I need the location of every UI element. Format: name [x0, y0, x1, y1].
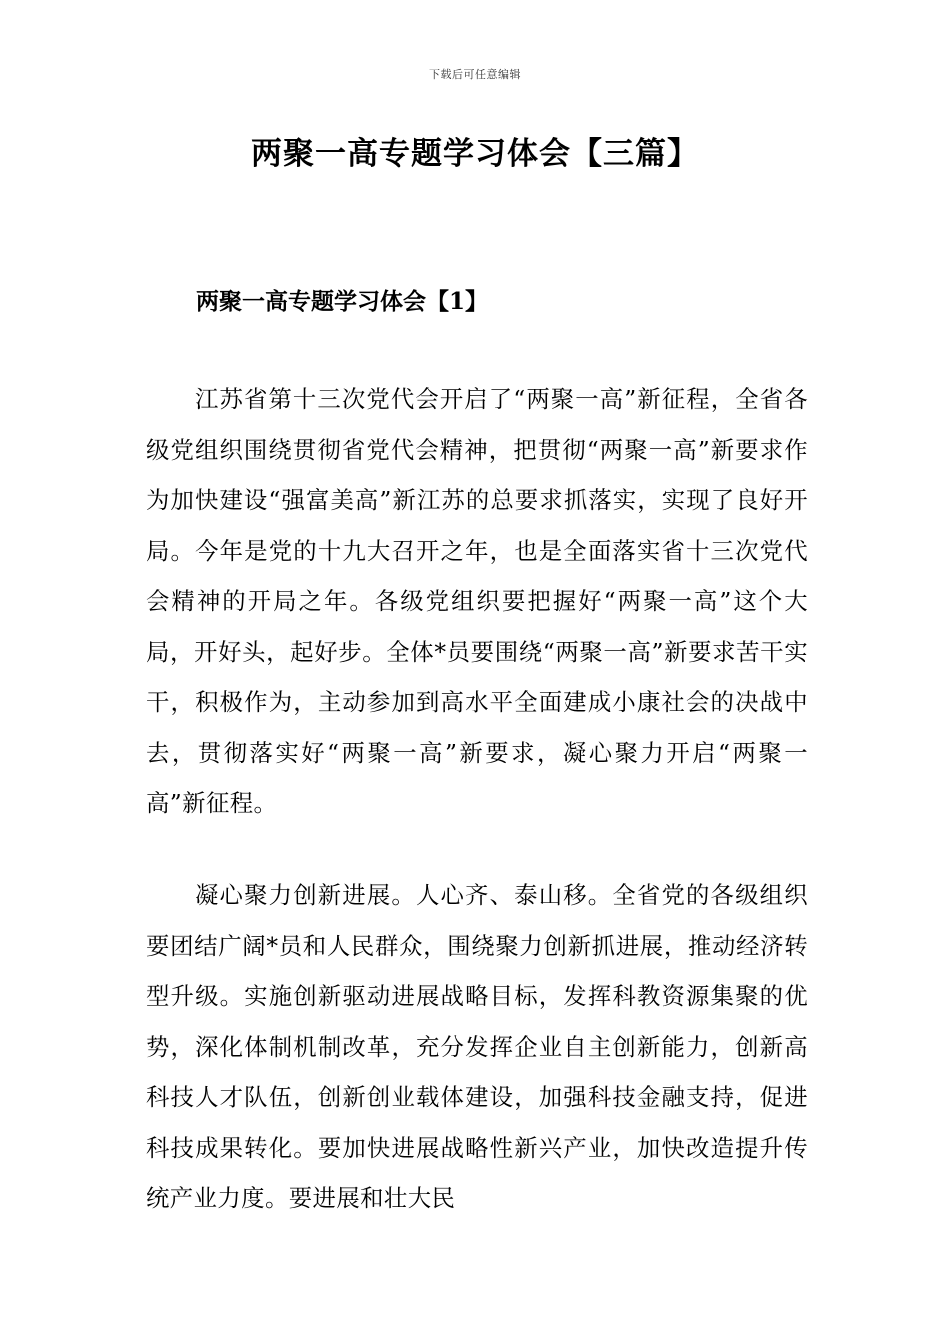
paragraph-1: 江苏省第十三次党代会开启了“两聚一高”新征程，全省各级党组织围绕贯彻省党代会精神，把贯彻“两聚一高”新要求作为加快建设“强富美高”新江苏的总要求抓落实，实现了良好开局。今年是党的十九大召开之年，也是全面落实省十三次党代会精神的开局之年。各级党组织要把握好“两聚一高”这个大局，开好头，起好步。全体*员要围绕“两聚一高”新要求苦干实干，积极作为，主动参加到高水平全面建成小康社会的决战中去，贯彻落实好“两聚一高”新要求，凝心聚力开启“两聚一高”新征程。: [146, 385, 808, 817]
header-note: 下载后可任意编辑: [429, 68, 521, 81]
paragraph-2: 凝心聚力创新进展。人心齐、泰山移。全省党的各级组织要团结广阔*员和人民群众，围绕聚力创新抓进展，推动经济转型升级。实施创新驱动进展战略目标，发挥科教资源集聚的优势，深化体制机制改革，充分发挥企业自主创新能力，创新高科技人才队伍，创新创业载体建设，加强科技金融支持，促进科技成果转化。要加快进展战略性新兴产业，加快改造提升传统产业力度。要进展和壮大民: [146, 881, 808, 1212]
section-heading: 两聚一高专题学习体会【1】: [196, 288, 489, 315]
document-title: 两聚一高专题学习体会【三篇】: [251, 136, 699, 172]
